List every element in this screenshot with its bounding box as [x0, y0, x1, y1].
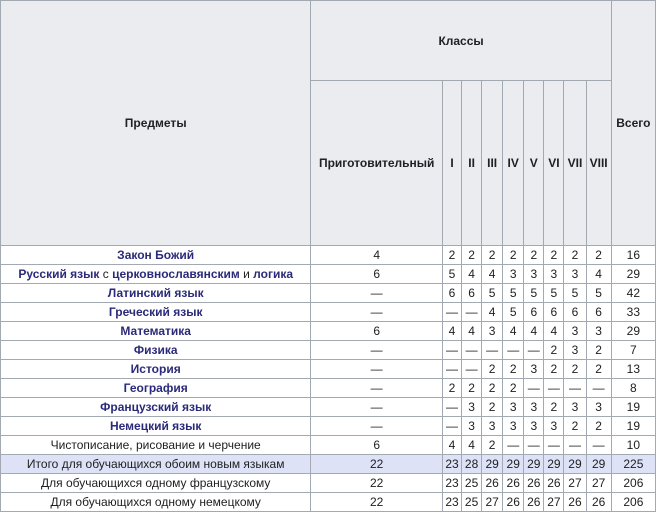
grade-hours: 29	[482, 455, 503, 474]
grade-hours: —	[442, 398, 461, 417]
grade-hours: 5	[524, 284, 544, 303]
grade-hours: 29	[544, 455, 564, 474]
grade-hours: —	[442, 341, 461, 360]
grade-hours: 2	[564, 360, 586, 379]
subject-link[interactable]: География	[1, 379, 311, 398]
subject-link[interactable]: Немецкий язык	[1, 417, 311, 436]
total-hours: 19	[611, 398, 655, 417]
grade-hours: 2	[586, 246, 611, 265]
grade-hours: —	[524, 436, 544, 455]
grade-hours: —	[442, 303, 461, 322]
preparatory-hours: 6	[311, 322, 443, 341]
grade-hours: 23	[442, 455, 461, 474]
grade-hours: 5	[442, 265, 461, 284]
grade-hours: 3	[482, 417, 503, 436]
grade-hours: 26	[524, 493, 544, 512]
subject-cell	[1, 265, 311, 284]
subject-link[interactable]: Математика	[1, 322, 311, 341]
table-row	[1, 417, 656, 436]
grade-hours: 2	[462, 379, 482, 398]
total-hours: 206	[611, 474, 655, 493]
header-grade-4: IV	[503, 81, 524, 246]
total-label: Для обучающихся одному немецкому	[1, 493, 311, 512]
grade-hours: 25	[462, 493, 482, 512]
preparatory-hours: —	[311, 341, 443, 360]
header-subjects: Предметы	[1, 1, 311, 246]
grade-hours: 26	[482, 474, 503, 493]
preparatory-hours: 6	[311, 436, 443, 455]
grade-hours: 27	[544, 493, 564, 512]
header-grade-2: II	[462, 81, 482, 246]
grade-hours: 3	[503, 265, 524, 284]
grade-hours: —	[586, 379, 611, 398]
grade-hours: 2	[524, 246, 544, 265]
grade-hours: 5	[503, 284, 524, 303]
grade-hours: 6	[586, 303, 611, 322]
header-row-classes	[1, 1, 656, 81]
grade-hours: 26	[503, 493, 524, 512]
grade-hours: 4	[482, 303, 503, 322]
grade-hours: 4	[503, 322, 524, 341]
grade-hours: 4	[462, 436, 482, 455]
grade-hours: —	[564, 379, 586, 398]
grade-hours: 3	[524, 398, 544, 417]
grade-hours: 4	[544, 322, 564, 341]
grade-hours: 25	[462, 474, 482, 493]
header-grade-7: VII	[564, 81, 586, 246]
grade-hours: 27	[564, 474, 586, 493]
grade-hours: —	[503, 341, 524, 360]
grade-hours: 27	[586, 474, 611, 493]
grade-hours: 2	[462, 246, 482, 265]
subject-link[interactable]: Латинский язык	[1, 284, 311, 303]
grade-hours: 3	[482, 322, 503, 341]
grade-hours: 27	[482, 493, 503, 512]
grade-hours: 3	[503, 398, 524, 417]
grade-hours: —	[544, 436, 564, 455]
grade-hours: 2	[442, 246, 461, 265]
grade-hours: 2	[442, 379, 461, 398]
grade-hours: 5	[586, 284, 611, 303]
grade-hours: 2	[482, 398, 503, 417]
table-row	[1, 265, 656, 284]
grade-hours: 28	[462, 455, 482, 474]
grade-hours: 2	[564, 417, 586, 436]
grade-hours: 6	[442, 284, 461, 303]
total-hours: 7	[611, 341, 655, 360]
grade-hours: —	[442, 417, 461, 436]
grade-hours: 26	[544, 474, 564, 493]
grade-hours: —	[544, 379, 564, 398]
grade-hours: 4	[442, 322, 461, 341]
total-hours: 19	[611, 417, 655, 436]
grade-hours: 4	[586, 265, 611, 284]
grade-hours: 3	[524, 360, 544, 379]
grade-hours: 3	[564, 265, 586, 284]
subject-link[interactable]: Греческий язык	[1, 303, 311, 322]
total-row	[1, 455, 656, 474]
preparatory-hours: 6	[311, 265, 443, 284]
grade-hours: 2	[482, 436, 503, 455]
grade-hours: 26	[503, 474, 524, 493]
subject-link[interactable]: Русский язык	[18, 267, 100, 281]
grade-hours: —	[564, 436, 586, 455]
preparatory-hours: —	[311, 398, 443, 417]
grade-hours: 3	[564, 341, 586, 360]
grade-hours: 23	[442, 493, 461, 512]
table-row	[1, 398, 656, 417]
grade-hours: 2	[544, 341, 564, 360]
subject-link[interactable]: История	[1, 360, 311, 379]
grade-hours: 29	[503, 455, 524, 474]
subject-link[interactable]: Закон Божий	[1, 246, 311, 265]
grade-hours: —	[524, 341, 544, 360]
grade-hours: 29	[524, 455, 544, 474]
subject-connector-text: и	[239, 267, 254, 281]
grade-hours: 3	[524, 417, 544, 436]
preparatory-hours: 22	[311, 493, 443, 512]
subject-cell: Чистописание, рисование и черчение	[1, 436, 311, 455]
header-classes: Классы	[311, 1, 611, 81]
grade-hours: 6	[462, 284, 482, 303]
preparatory-hours: 22	[311, 474, 443, 493]
grade-hours: 3	[586, 322, 611, 341]
grade-hours: 2	[564, 246, 586, 265]
grade-hours: —	[462, 303, 482, 322]
header-grade-8: VIII	[586, 81, 611, 246]
grade-hours: 5	[544, 284, 564, 303]
total-hours: 8	[611, 379, 655, 398]
grade-hours: 29	[586, 455, 611, 474]
grade-hours: 2	[586, 417, 611, 436]
grade-hours: 2	[544, 398, 564, 417]
total-hours: 42	[611, 284, 655, 303]
total-hours: 13	[611, 360, 655, 379]
grade-hours: 4	[524, 322, 544, 341]
table-row	[1, 379, 656, 398]
grade-hours: 26	[564, 493, 586, 512]
total-row	[1, 474, 656, 493]
grade-hours: 2	[482, 246, 503, 265]
grade-hours: 3	[524, 265, 544, 284]
subject-link[interactable]: Французский язык	[1, 398, 311, 417]
grade-hours: 26	[586, 493, 611, 512]
preparatory-hours: —	[311, 379, 443, 398]
grade-hours: 6	[564, 303, 586, 322]
grade-hours: —	[482, 341, 503, 360]
grade-hours: 2	[482, 379, 503, 398]
grade-hours: 3	[564, 398, 586, 417]
grade-hours: 2	[544, 360, 564, 379]
grade-hours: —	[503, 436, 524, 455]
table-row	[1, 360, 656, 379]
grade-hours: 2	[503, 360, 524, 379]
grade-hours: —	[442, 360, 461, 379]
total-row	[1, 493, 656, 512]
total-label: Для обучающихся одному французскому	[1, 474, 311, 493]
grade-hours: —	[462, 341, 482, 360]
table-row	[1, 322, 656, 341]
subject-connector-text: с	[99, 267, 113, 281]
preparatory-hours: —	[311, 284, 443, 303]
preparatory-hours: 22	[311, 455, 443, 474]
grade-hours: —	[524, 379, 544, 398]
grade-hours: 3	[503, 417, 524, 436]
table-row	[1, 246, 656, 265]
grade-hours: 2	[503, 379, 524, 398]
table-row	[1, 284, 656, 303]
grade-hours: 6	[544, 303, 564, 322]
table-row	[1, 436, 656, 455]
preparatory-hours: —	[311, 360, 443, 379]
grade-hours: 2	[586, 360, 611, 379]
total-hours: 10	[611, 436, 655, 455]
grade-hours: 29	[564, 455, 586, 474]
grade-hours: 4	[462, 265, 482, 284]
grade-hours: 5	[482, 284, 503, 303]
header-total: Всего	[611, 1, 655, 246]
header-grade-6: VI	[544, 81, 564, 246]
grade-hours: —	[462, 360, 482, 379]
grade-hours: 4	[462, 322, 482, 341]
subject-link[interactable]: Физика	[1, 341, 311, 360]
grade-hours: 2	[482, 360, 503, 379]
total-hours: 29	[611, 265, 655, 284]
total-hours: 206	[611, 493, 655, 512]
preparatory-hours: 4	[311, 246, 443, 265]
grade-hours: 5	[564, 284, 586, 303]
total-hours: 29	[611, 322, 655, 341]
preparatory-hours: —	[311, 417, 443, 436]
grade-hours: 3	[564, 322, 586, 341]
total-hours: 16	[611, 246, 655, 265]
grade-hours: —	[586, 436, 611, 455]
table-row	[1, 303, 656, 322]
grade-hours: 6	[524, 303, 544, 322]
header-preparatory: Приготовительный	[311, 81, 443, 246]
grade-hours: 23	[442, 474, 461, 493]
subject-link[interactable]: логика	[253, 267, 294, 281]
grade-hours: 2	[586, 341, 611, 360]
grade-hours: 3	[462, 398, 482, 417]
subject-link[interactable]: церковнославянским	[112, 267, 240, 281]
grade-hours: 4	[482, 265, 503, 284]
grade-hours: 3	[462, 417, 482, 436]
grade-hours: 26	[524, 474, 544, 493]
table-row	[1, 341, 656, 360]
grade-hours: 3	[586, 398, 611, 417]
grade-hours: 3	[544, 417, 564, 436]
header-grade-1: I	[442, 81, 461, 246]
header-grade-3: III	[482, 81, 503, 246]
table-body	[1, 246, 656, 512]
grade-hours: 2	[503, 246, 524, 265]
header-grade-5: V	[524, 81, 544, 246]
grade-hours: 5	[503, 303, 524, 322]
grade-hours: 4	[442, 436, 461, 455]
grade-hours: 2	[544, 246, 564, 265]
preparatory-hours: —	[311, 303, 443, 322]
total-hours: 33	[611, 303, 655, 322]
total-hours: 225	[611, 455, 655, 474]
grade-hours: 3	[544, 265, 564, 284]
total-label: Итого для обучающихся обоим новым языкам	[1, 455, 311, 474]
